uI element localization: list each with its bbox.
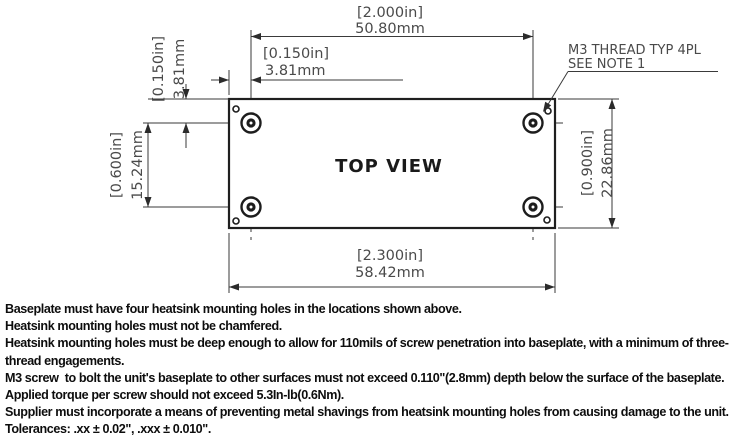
- dimension-plate-height: [580, 99, 616, 228]
- dim-hole-offset-y-in: [0.150in]: [151, 35, 167, 103]
- arrowhead: [183, 123, 190, 133]
- dim-plate-width-mm: 58.42mm: [355, 265, 425, 281]
- arrowhead: [523, 33, 533, 40]
- view-label: TOP VIEW: [335, 156, 443, 177]
- mounting-hole-top-left: [242, 114, 261, 133]
- mounting-hole-bottom-left: [242, 198, 261, 217]
- pin-hole: [233, 106, 239, 112]
- mounting-hole-bottom-right: [524, 198, 543, 217]
- dim-plate-width-in: [2.300in]: [356, 248, 424, 264]
- dim-hole-span-x-mm: 50.80mm: [355, 21, 425, 37]
- dimension-hole-offset-y: [151, 36, 190, 148]
- dim-hole-span-y-in: [0.600in]: [109, 131, 125, 199]
- thread-callout-line2: SEE NOTE 1: [568, 57, 646, 72]
- dim-plate-height-in: [0.900in]: [580, 129, 596, 197]
- arrowhead: [229, 284, 239, 291]
- drawing-notes: [5, 301, 745, 439]
- dim-hole-span-y-mm: 15.24mm: [130, 130, 146, 200]
- note-line: Tolerances: .xx ± 0.02", .xxx ± 0.010".: [5, 422, 211, 437]
- dim-hole-offset-x-in: [0.150in]: [263, 46, 330, 62]
- arrowhead: [251, 77, 261, 84]
- note-line: Applied torque per screw should not exceed 5.3In-lb(0.6Nm).: [5, 388, 344, 403]
- mounting-hole-top-right: [524, 114, 543, 133]
- thread-callout-line1: M3 THREAD TYP 4PL: [568, 43, 701, 58]
- dimension-hole-span-y: [109, 123, 152, 207]
- dim-hole-offset-x-mm: 3.81mm: [265, 63, 326, 79]
- note-line: Heatsink mounting holes must not be chamfered.: [5, 319, 282, 334]
- thread-callout: [543, 43, 718, 112]
- pin-hole: [544, 217, 550, 223]
- arrowhead: [251, 33, 261, 40]
- dim-plate-height-mm: 22.86mm: [600, 128, 616, 198]
- note-line: Baseplate must have four heatsink mounting holes in the locations shown above.: [5, 302, 462, 316]
- arrowhead: [609, 99, 616, 109]
- note-line: thread engagements.: [5, 353, 125, 368]
- dimension-hole-span-x: [251, 5, 533, 40]
- dimension-plate-width: [229, 248, 555, 291]
- pin-hole: [233, 218, 239, 224]
- note-line: Supplier must incorporate a means of preventing metal shavings from heatsink mounting holes from causing damage to the unit.: [5, 405, 729, 420]
- dim-hole-span-x-in: [2.000in]: [356, 5, 424, 21]
- dim-hole-offset-y-mm: 3.81mm: [172, 38, 188, 100]
- note-line: Heatsink mounting holes must be deep enough to allow for 110mils of screw penetration into baseplate, with a minimum of three-: [5, 336, 729, 351]
- dimension-hole-offset-x: [211, 46, 403, 84]
- arrowhead: [219, 77, 229, 84]
- note-line: M3 screw to bolt the unit's baseplate to other surfaces must not exceed 0.110"(2.8mm) depth below the surface of the baseplate.: [5, 370, 725, 385]
- arrowhead: [609, 218, 616, 228]
- arrowhead: [545, 284, 555, 291]
